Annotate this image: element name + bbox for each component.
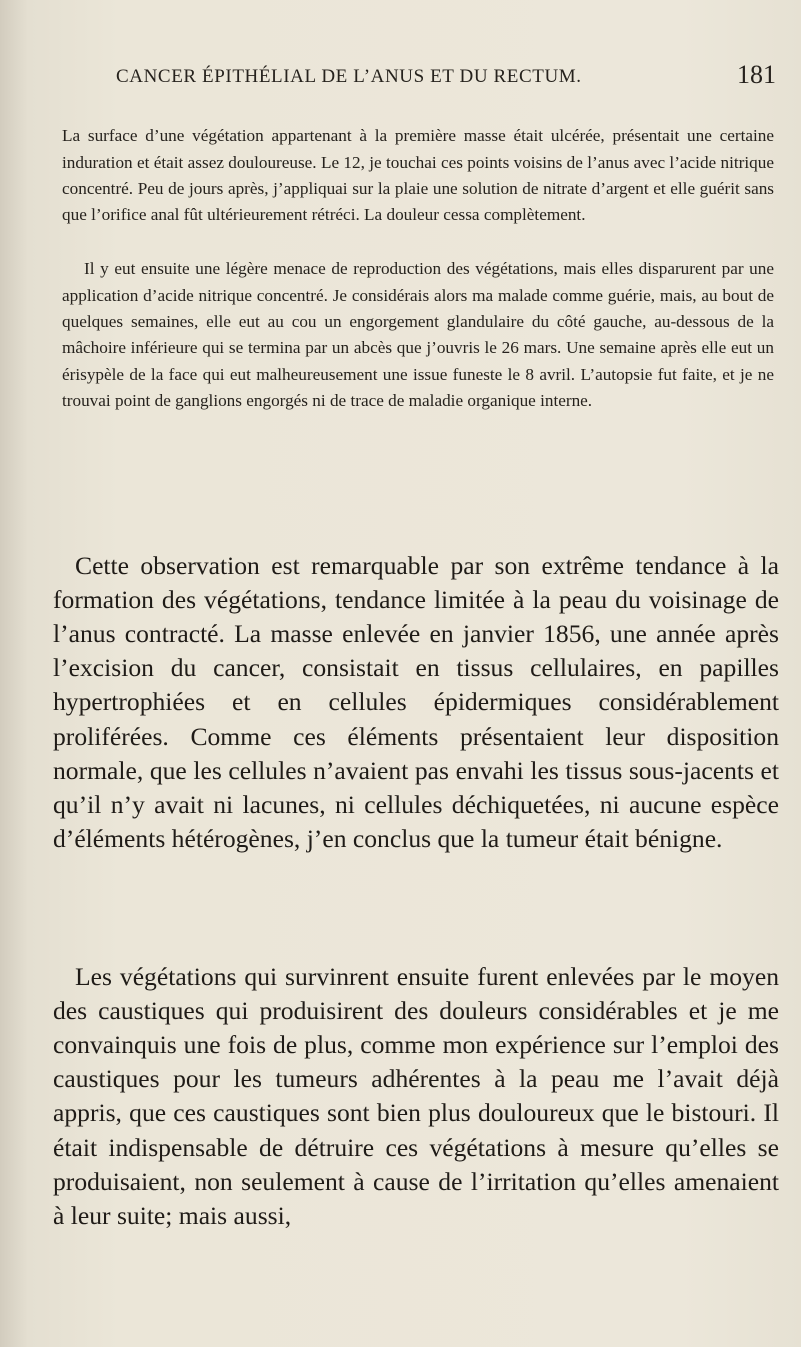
running-header xyxy=(116,60,776,96)
paragraph-vegetation-ulceree: La surface d’une végétation appartenant à la première masse était ulcérée, présentait une certaine induration et était assez douloureuse. Le 12, je touchai ces points voisins de l’anus avec l’acide nitrique concentré. Peu de jours après, j’appliquai sur la plaie une solution de nitrate d’argent et elle guérit sans que l’orifice anal fût ultérieurement rétréci. La douleur cessa complètement. xyxy=(62,126,774,225)
paragraph-reproduction-vegetations: Il y eut ensuite une légère menace de reproduction des végétations, mais elles disparurent par une application d’acide nitrique concentré. Je considérais alors ma malade comme guérie, mais, au bout de quelques semaines, elle eut au cou un engorgement glandulaire du côté gauche, au-dessous de la mâchoire inférieure qui se termina par un abcès que j’ouvris le 26 mars. Une semaine après elle eut un érisypèle de la face qui eut malheureusement une issue funeste le 8 avril. L’autopsie fut faite, et je ne trouvai point de ganglions engorgés ni de trace de maladie organique interne. xyxy=(62,259,774,411)
page-number: 181 xyxy=(737,60,776,89)
header-title: CANCER ÉPITHÉLIAL DE L’ANUS ET DU RECTUM. xyxy=(116,66,582,87)
paragraph-observation-remarquable: Cette observation est remarquable par son extrême tendance à la formation des végétations, tendance limitée à la peau du voisinage de l’anus contracté. La masse enlevée en janvier 1856, une année après l’excision du cancer, consistait en tissus cellulaires, en papilles hypertrophiées et en cellules épidermiques considérablement proliférées. Comme ces éléments présentaient leur disposition normale, que les cellules n’avaient pas envahi les tissus sous-jacents et qu’il n’y avait ni lacunes, ni cellules déchiquetées, ni aucune espèce d’éléments hétérogènes, j’en conclus que la tumeur était bénigne. xyxy=(53,550,779,854)
paragraph-caustiques: Les végétations qui survinrent ensuite furent enlevées par le moyen des caustiques qui produisirent des douleurs considérables et je me convainquis une fois de plus, comme mon expérience sur l’emploi des caustiques pour les tumeurs adhérentes à la peau me l’avait déjà appris, que ces caustiques sont bien plus douloureux que le bistouri. Il était indispensable de détruire ces végétations à mesure qu’elles se produisaient, non seulement à cause de l’irritation qu’elles amenaient à leur suite; mais aussi, xyxy=(53,961,779,1231)
